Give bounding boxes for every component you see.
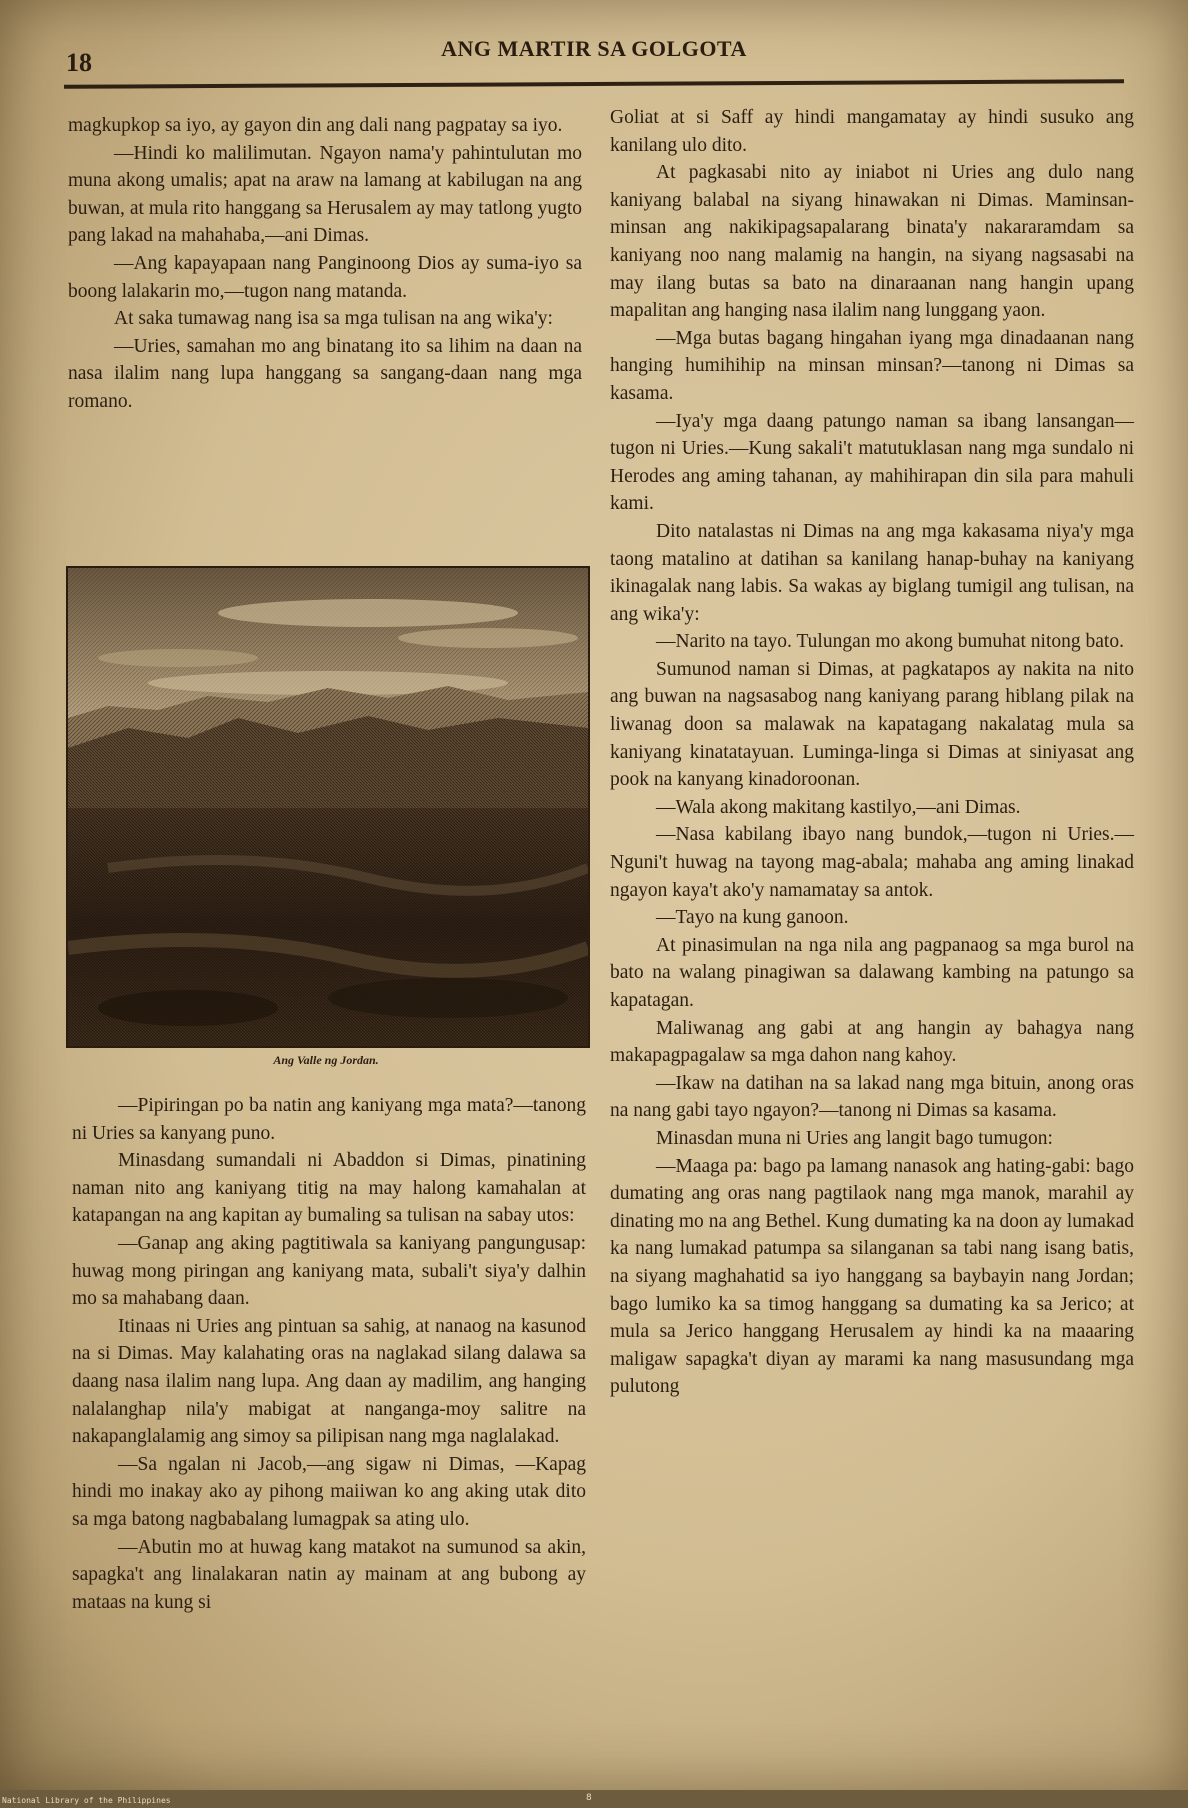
paragraph: —Hindi ko malilimutan. Ngayon nama'y pahintulutan mo muna akong umalis; apat na araw na lamang at kabilugan na ang buwan, at mula rito hanggang sa Herusalem ay may tatlong yugto pang lakad na mahahaba,—ani Dimas. — [68, 142, 582, 247]
paragraph: —Uries, samahan mo ang binatang ito sa lihim na daan na nasa ilalim nang lupa hanggang sa sangang-daan nang mga romano. — [68, 335, 582, 412]
paragraph: —Ganap ang aking pagtitiwala sa kaniyang pangungusap: huwag mong piringan ang kaniyang mata, subali't siya'y dalhin mo sa mahabang daan. — [72, 1232, 586, 1310]
left-column-bottom — [72, 1092, 586, 1616]
paragraph: At pagkasabi nito ay iniabot ni Uries ang dulo nang kaniyang balabal na siyang hinawakan ni Dimas. Maminsan-minsan ang nakikipagsapalarang binata'y nakararamdam sa kaniyang noo nang malamig na hangin, na siyang nagsasabi na may ilang butas sa bato na dinaraanan nang hangin upang mapalitan ang hanging nasa ilalim nang lunggang yaon. — [610, 162, 1134, 322]
jordan-valley-illustration — [66, 566, 590, 1048]
paragraph: —Mga butas bagang hingahan iyang mga dinadaanan nang hanging humihihip na minsan minsan?—tanong ni Dimas sa kasama. — [610, 327, 1134, 404]
figure-caption: Ang Valle ng Jordan. — [273, 1053, 379, 1067]
paragraph: —Ang kapayapaan nang Panginoong Dios ay suma-iyo sa boong lalakarin mo,—tugon nang matanda. — [68, 252, 582, 302]
footer-mark: 8 — [586, 1793, 592, 1803]
left-column-top — [68, 112, 582, 416]
paragraph: —Ikaw na datihan na sa lakad nang mga bituin, anong oras na nang gabi tayo ngayon?—tanong ni Dimas sa kasama. — [610, 1072, 1134, 1122]
running-title: ANG MARTIR SA GOLGOTA — [441, 36, 747, 61]
paragraph: —Abutin mo at huwag kang matakot na sumunod sa akin, sapagka't ang linalakaran natin ay mainam at ang bubong ay mataas na kung si — [72, 1536, 586, 1613]
paragraph: —Iya'y mga daang patungo naman sa ibang lansangan—tugon ni Uries.—Kung sakali't matutuklasan nang mga sundalo ni Herodes ang aming tahanan, ay mahihirapan din sila para mahuli kami. — [610, 410, 1134, 515]
paragraph: —Wala akong makitang kastilyo,—ani Dimas. — [656, 796, 1021, 818]
paragraph: magkupkop sa iyo, ay gayon din ang dali nang pagpatay sa iyo. — [68, 115, 563, 136]
paragraph: —Sa ngalan ni Jacob,—ang sigaw ni Dimas, —Kapag hindi mo inakay ako ay pihong maiiwan ko ang aking utak dito sa mga batong nagbabalang lumagpak sa ating ulo. — [72, 1453, 586, 1530]
paragraph: Goliat at si Saff ay hindi mangamatay ay hindi susuko ang kanilang ulo dito. — [610, 107, 1134, 156]
paragraph: —Nasa kabilang ibayo nang bundok,—tugon ni Uries.—Nguni't huwag na tayong mag-abala; mahaba ang aming linakad ngayon kaya't ako'y namamatay sa antok. — [610, 824, 1134, 901]
paragraph: —Pipiringan po ba natin ang kaniyang mga mata?—tanong ni Uries sa kanyang puno. — [72, 1095, 586, 1144]
paragraph: At pinasimulan na nga nila ang pagpanaog sa mga burol na bato na walang pinagiwan sa dalawang kambing na patungo sa kapatagan. — [610, 934, 1134, 1011]
page-number: 18 — [66, 48, 92, 77]
header-rule — [64, 79, 1124, 89]
right-column — [610, 104, 1134, 1401]
paragraph: Dito natalastas ni Dimas na ang mga kakasama niya'y mga taong matalino at datihan sa kanilang hanap-buhay na kaniyang ikinagalak nang labis. Sa wakas ay biglang tumigil ang tulisan, na ang wika'y: — [610, 520, 1134, 625]
paragraph: Itinaas ni Uries ang pintuan sa sahig, at nanaog na kasunod na si Dimas. May kalahating oras na naglakad silang dalawa sa daang nasa ilalim nang lupa. Ang daan ay madilim, ang hanging nalalanghap nila'y mabigat at nanganga-moy salitre na nakapanglalamig ang simoy sa pilipisan nang mga naglalakad. — [72, 1315, 586, 1448]
paragraph: Sumunod naman si Dimas, at pagkatapos ay nakita na nito ang buwan na nagsasabog nang kaniyang parang hiblang pilak na liwanag doon sa malawak na kapatagang nakalatag mula sa kaniyang kinatatayuan. Luminga-linga si Dimas at siniyasat ang pook na kanyang kinadoroonan. — [610, 658, 1134, 791]
paragraph: Maliwanag ang gabi at ang hangin ay bahagya nang makapagpagalaw sa mga dahon nang kahoy. — [610, 1017, 1134, 1067]
paragraph: —Tayo na kung ganoon. — [656, 907, 849, 929]
paragraph: Minasdan muna ni Uries ang langit bago tumugon: — [656, 1127, 1053, 1149]
paragraph: At saka tumawag nang isa sa mga tulisan na ang wika'y: — [114, 308, 553, 330]
paragraph: —Narito na tayo. Tulungan mo akong bumuhat nitong bato. — [656, 631, 1124, 653]
paragraph: Minasdang sumandali ni Abaddon si Dimas, pinatining naman nito ang kaniyang titig na may halong kamahalan at katapangan na ang kapitan ay bumaling sa tulisan na sabay utos: — [72, 1150, 586, 1227]
paragraph: —Maaga pa: bago pa lamang nanasok ang hating-gabi: bago dumating ang oras nang pagtilaok nang mga manok, marahil ay dinating mo na ang Bethel. Kung dumating ka na doon ay lumakad ka nang lumakad patumpa sa silanganan sa tabi nang isang batis, na siyang maghahatid sa iyo hanggang sa baybayin nang Jordan; bago lumiko ka sa timog hanggang sa dumating ka sa Jerico; at mula sa Jerico hanggang Herusalem ay hindi ka na maaaring maligaw sapagka't diyan ay marami ka nang masusundang mga pulutong — [610, 1155, 1134, 1398]
footer-credit: National Library of the Philippines — [2, 1796, 171, 1805]
